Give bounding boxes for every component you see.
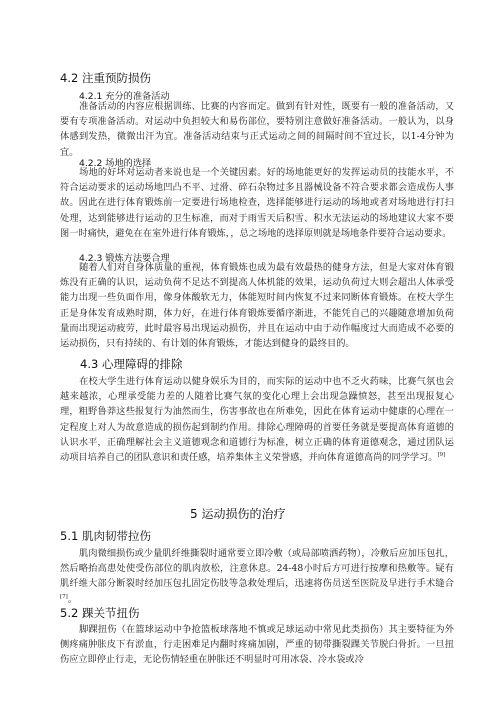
- paragraph-method-text: 随着人们对自身体质量的重视，体育锻炼也成为最有效最热的健身方法，但是大家对体育锻炼没有正确的认识，运动负荷不足达不到提高人体机能的效果，运动负荷过大则会超出人体承受能力出现一些负面作用，像身体酸软无力，体能短时间内恢复不过来同断体育锻炼。在校大学生正是身体发育成熟时期，体力好，在进行体育锻炼要循序渐进，不能凭自己的兴趣随意增加负荷量而出现运动疲劳，此时最容易出现运动损伤，并且在运动中由于动作幅度过大而造成不必要的运动损伤，只有持续的、有计划的体育锻炼，才能达到健身的最终目的。: [60, 262, 454, 350]
- heading-4-2-1: 4.2.1 充分的准备活动: [79, 91, 170, 102]
- paragraph-muscle-strain-end: 。: [67, 593, 78, 605]
- paragraph-method: [60, 260, 454, 351]
- heading-5: 5 运动损伤的治疗: [190, 507, 286, 521]
- paragraph-muscle-strain-text: 肌肉微细损伤或少量肌纤维撕裂时通常要立即冷敷（或局部喷洒药物），冷敷后应加压包扎，然后略抬高患处使受伤部位的肌肉放松，注意休息。24-48小时后方可进行按摩和热敷等。疑有肌纤维大部分断裂时经加压包扎固定伤肢等急救处理后，迅速将伤员送至医院及早进行手术缝合: [60, 548, 454, 590]
- paragraph-psychology: [60, 374, 454, 465]
- paragraph-warmup: [60, 99, 454, 160]
- heading-5-2: 5.2 踝关节扭伤: [60, 606, 140, 620]
- paragraph-ankle-sprain-text: 脚踝扭伤（在篮球运动中争抢篮板球落地不慎或足球运动中常见此类损伤）其主要特征为外侧疼痛肿胀皮下有淤血，行走困难足内翻时疼痛加剧，严重的韧带撕裂踝关节脱臼骨折。一旦扭伤应立即停止行走，无论伤情轻重在肿胀还不明显时可用冰袋、冷水袋或冷: [60, 624, 454, 666]
- paragraph-venue-text: 场地的好坏对运动者来说也是一个关键因素。好的场地能更好的发挥运动员的技能水平，不符合运动要求的运动场地凹凸不平、过滑、碎石杂物过多且器械设备不符合要求都会造成伤人事故。因此在进行体育锻炼前一定要进行场地检查，选择能够进行运动的场地或者对场地进行打扫处理，达到能够进行运动的卫生标准，而对于雨雪天后积雪、积水无法运动的场地建议大家不要图一时痛快，避免在在室外进行体育锻炼，，总之场地的选择原则就是场地条件要符合运动要求。: [60, 167, 454, 239]
- heading-4-3: 4.3 心理障碍的排除: [80, 357, 183, 371]
- heading-4-2-3: 4.2.3 锻炼方法要合理: [79, 253, 170, 264]
- citation-9: [9]: [437, 451, 446, 458]
- paragraph-venue: [60, 165, 454, 241]
- paragraph-warmup-text: 准备活动的内容应根据训练、比赛的内容而定。做到有针对性，既要有一般的准备活动，又要有专项准备活动。对运动中负担较大和易伤部位，要特别注意做好准备活动。一般认为，以身体感到发热，微微出汗为宜。准备活动结束与正式运动之间的间隔时间不宜过长，以1-4分钟为宜。: [60, 101, 454, 158]
- paragraph-psychology-text: 在校大学生进行体育运动以健身娱乐为目的，而实际的运动中也不乏火药味，比赛气氛也会越来越浓，心理承受能力差的人随着比赛气氛的变化心理上会出现急躁愤怒，甚至出现报复心理，粗野鲁莽这些报复行为油然而生，伤害事故也在所难免，因此在体育运动中健康的心理在一定程度上对人为故意造成的损伤起到制约作用。排除心理障碍的首要任务就是要提高体育道德的认识水平，正确理解社会主义道德观念和道德行为标准，树立正确的体育道德观念，通过团队运动项目培养自己的团队意识和责任感，培养集体主义荣誉感，并向体育道德高尚的同学学习。: [60, 376, 454, 464]
- paragraph-ankle-sprain: [60, 622, 454, 668]
- heading-4-2-2: 4.2.2 场地的选择: [79, 158, 152, 169]
- paragraph-muscle-strain: [60, 546, 454, 607]
- heading-5-1: 5.1 肌肉韧带拉伤: [60, 529, 151, 543]
- citation-7: [7]: [60, 593, 68, 600]
- heading-4-2: 4.2 注重预防损伤: [60, 71, 151, 85]
